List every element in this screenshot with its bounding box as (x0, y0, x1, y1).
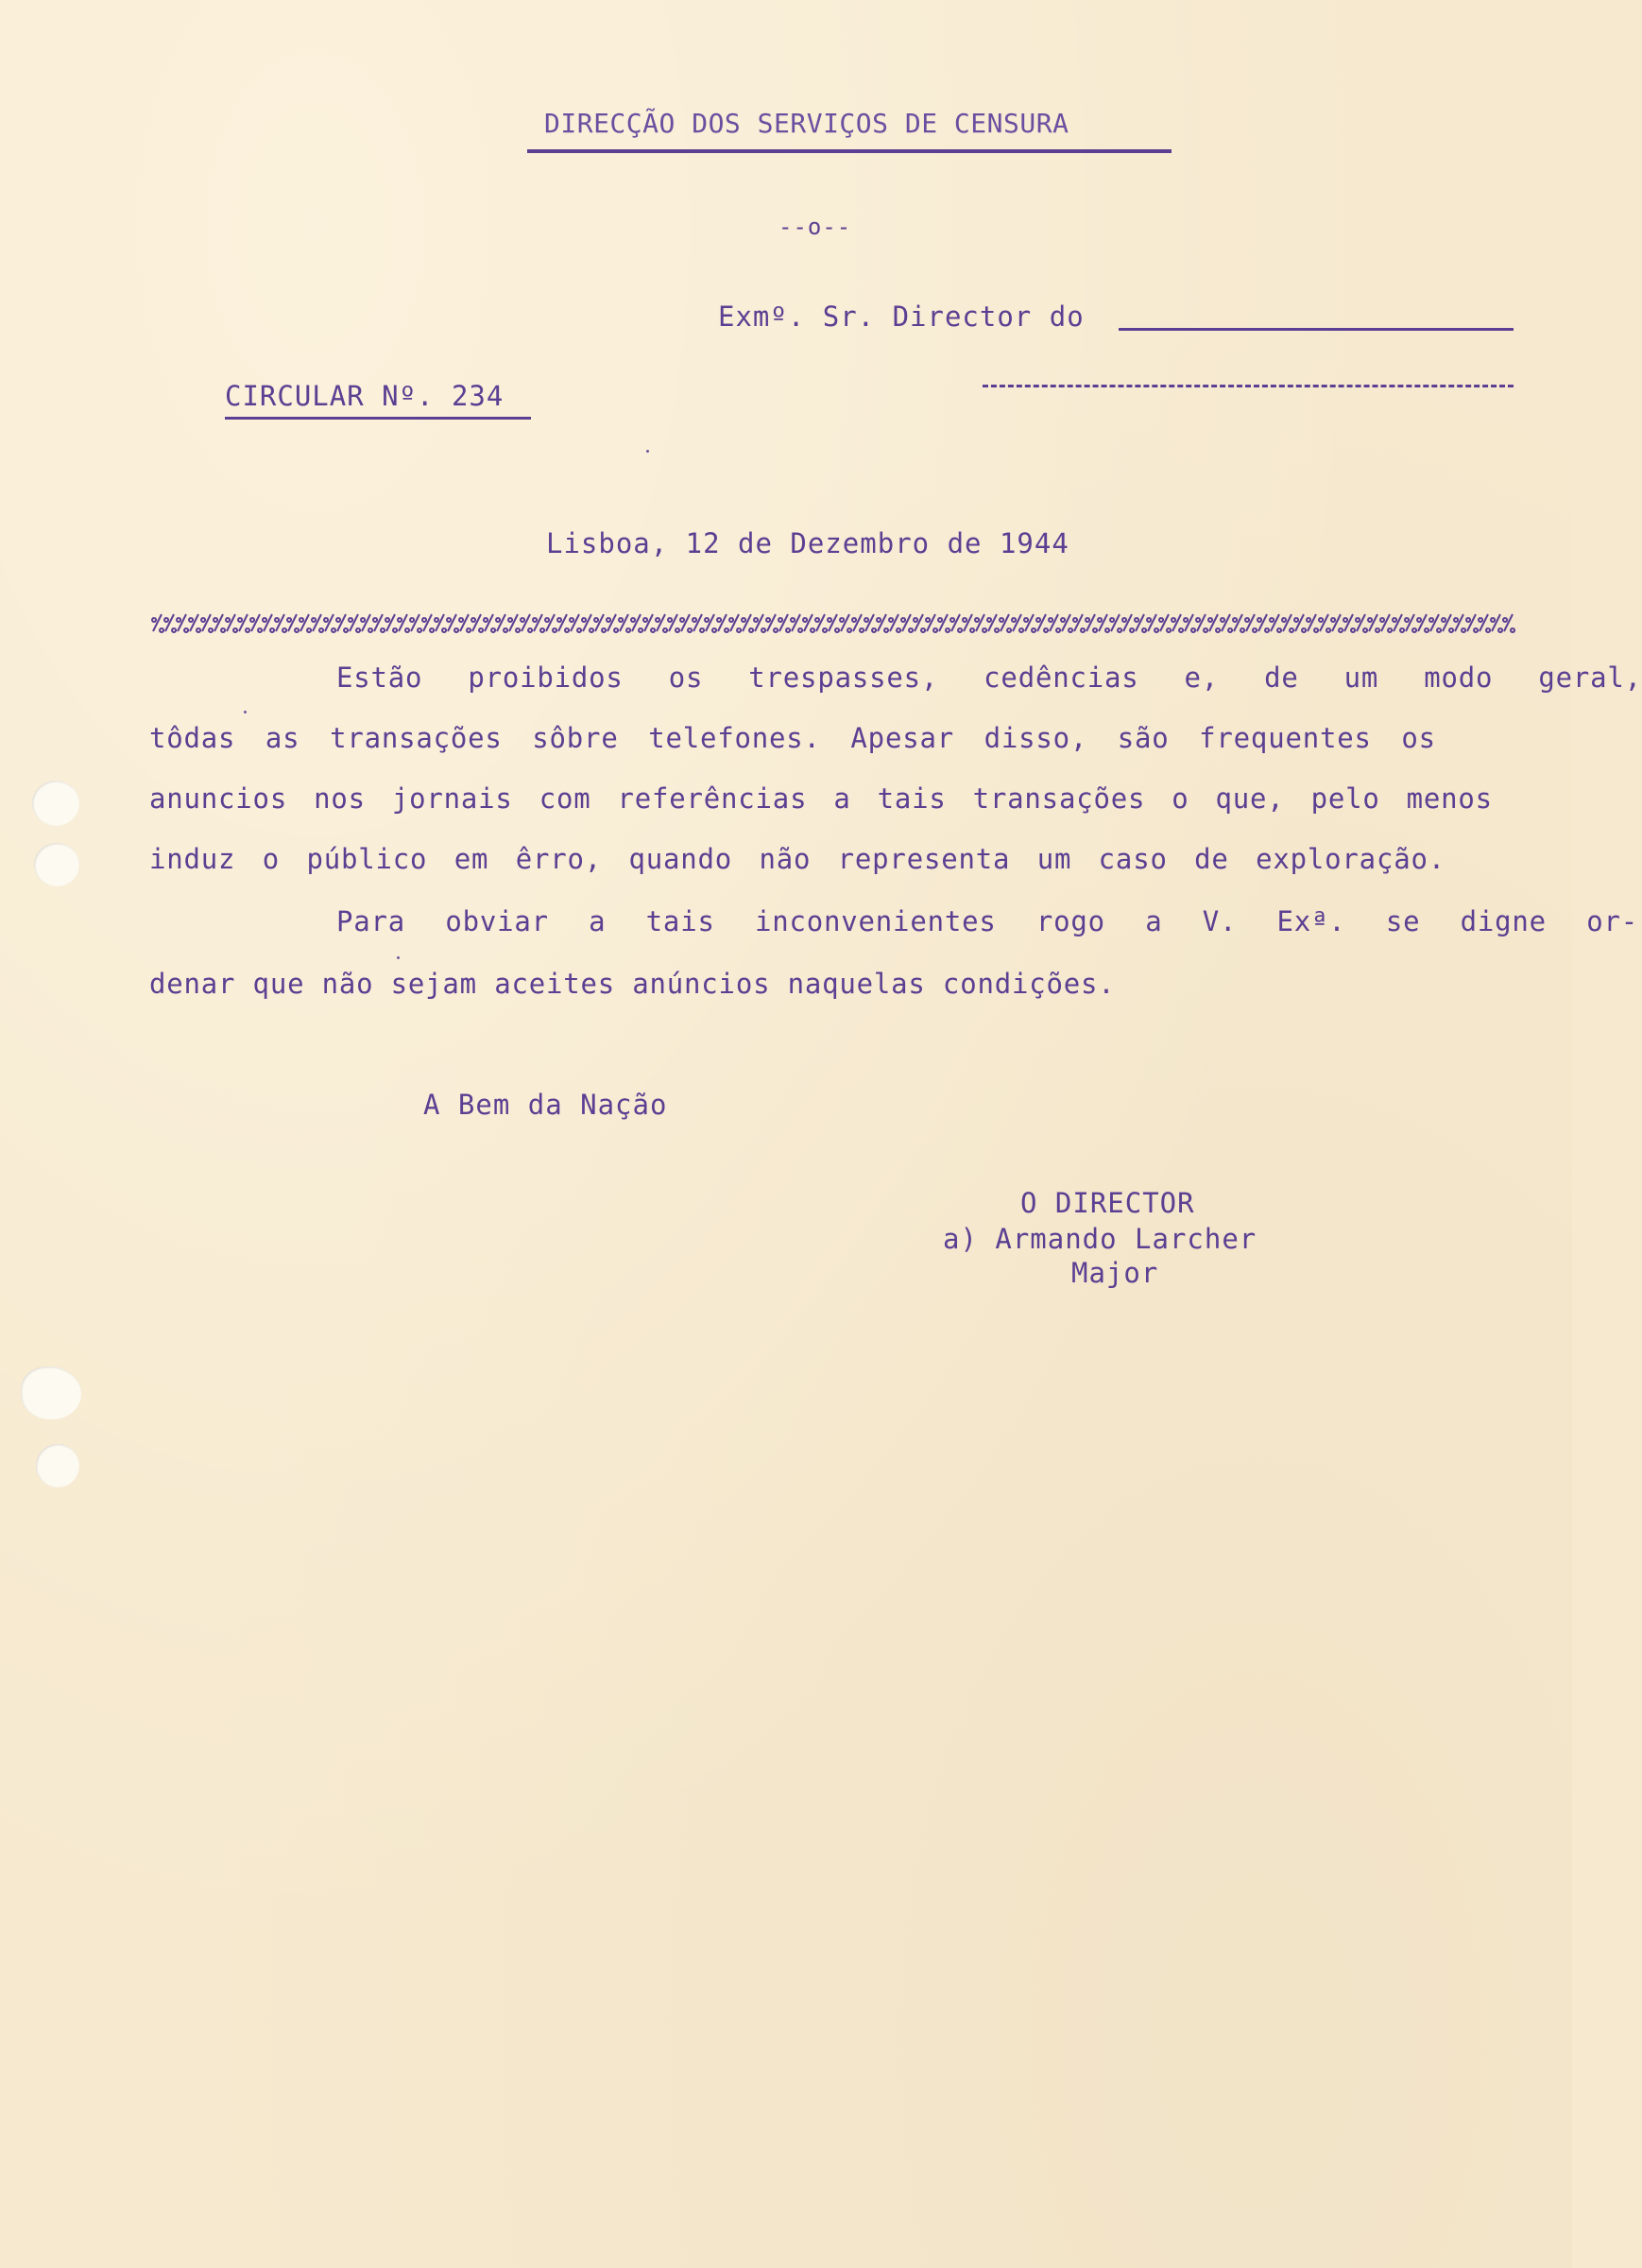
ink-speck (397, 956, 400, 959)
body-line: anuncios nos jornais com referências a tais transações o que, pelo menos (149, 782, 1493, 815)
body-paragraph-1 (149, 662, 1642, 888)
header-separator: --o-- (778, 214, 852, 240)
body-line: Para obviar a tais inconvenientes rogo a V. Exª. se digne or- (336, 905, 1638, 937)
addressee-label: Exmº. Sr. Director do (718, 301, 1085, 333)
body-paragraph-2 (149, 905, 1638, 1019)
signature-title: O DIRECTOR (1020, 1187, 1195, 1219)
punch-hole (34, 843, 79, 886)
punch-hole (36, 1444, 79, 1487)
circular-underline (225, 417, 531, 420)
body-line: Estão proibidos os trespasses, cedências e, de um modo geral, (336, 662, 1642, 694)
body-line: denar que não sejam aceites anúncios naquelas condições. (149, 968, 1116, 1000)
ink-speck (646, 450, 649, 453)
circular-number: CIRCULAR Nº. 234 (225, 380, 505, 412)
body-line: tôdas as transações sôbre telefones. Apesar disso, são frequentes os (149, 722, 1436, 754)
signature-rank: Major (1071, 1257, 1159, 1289)
typed-hatch-divider (151, 612, 1514, 633)
punch-hole (21, 1366, 81, 1419)
ink-speck (244, 711, 247, 713)
addressee-blank-line (1119, 328, 1514, 331)
punch-hole (32, 781, 79, 826)
addressee-blank-line (983, 385, 1514, 387)
closing-salutation: A Bem da Nação (423, 1089, 668, 1121)
document-date: Lisboa, 12 de Dezembro de 1944 (546, 527, 1069, 559)
header-underline (527, 149, 1172, 153)
document-header: DIRECÇÃO DOS SERVIÇOS DE CENSURA (544, 108, 1069, 139)
body-line: induz o público em êrro, quando não representa um caso de exploração. (149, 843, 1445, 875)
hatch-strokes (152, 614, 1514, 632)
signature-name: a) Armando Larcher (943, 1223, 1257, 1255)
